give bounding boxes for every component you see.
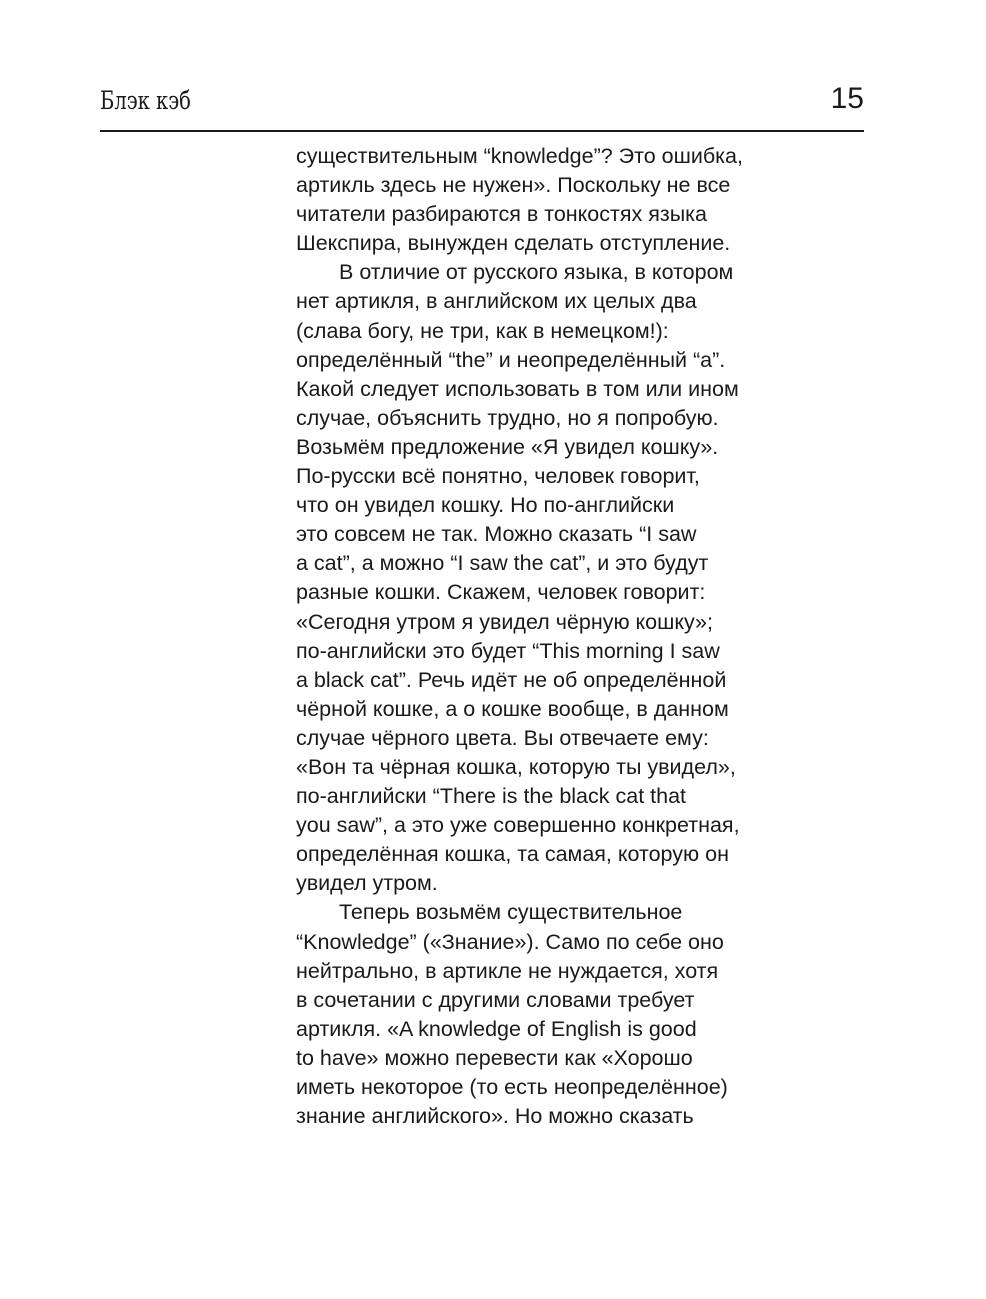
text-line: существительным “knowledge”? Это ошибка,	[296, 144, 743, 168]
text-line: нейтрально, в артикле не нуждается, хотя	[296, 958, 719, 983]
paragraph	[296, 898, 816, 1131]
text-line: to have» можно перевести как «Хорошо	[296, 1045, 693, 1070]
text-line: a black cat”. Речь идёт не об определённой	[296, 667, 727, 692]
paragraph	[296, 142, 816, 258]
running-head	[100, 82, 864, 122]
text-line: a cat”, а можно “I saw the cat”, и это будут	[296, 551, 709, 576]
page-number: 15	[830, 82, 864, 115]
text-line: «Сегодня утром я увидел чёрную кошку»;	[296, 609, 713, 634]
text-line: читатели разбираются в тонкостях языка	[296, 202, 708, 227]
text-line: артикля. «A knowledge of English is good	[296, 1016, 697, 1041]
header-rule	[100, 130, 864, 132]
body-text	[296, 142, 816, 1131]
text-line: you saw”, а это уже совершенно конкретная,	[296, 813, 740, 838]
text-line: по-английски это будет “This morning I saw	[296, 638, 720, 663]
text-line: это совсем не так. Можно сказать “I saw	[296, 522, 697, 547]
text-line: случае, объяснить трудно, но я попробую.	[296, 405, 719, 430]
text-line: Возьмём предложение «Я увидел кошку».	[296, 434, 719, 459]
text-line: определённая кошка, та самая, которую он	[296, 842, 729, 867]
running-head-title: Блэк кэб	[100, 86, 191, 115]
text-line: случае чёрного цвета. Вы отвечаете ему:	[296, 725, 709, 750]
text-line: (слава богу, не три, как в немецком!):	[296, 318, 669, 343]
paragraph	[296, 258, 816, 898]
text-line: увидел утром.	[296, 871, 438, 896]
text-line: Какой следует использовать в том или ином	[296, 376, 739, 401]
text-line: разные кошки. Скажем, человек говорит:	[296, 580, 706, 605]
text-line: В отличие от русского языка, в котором	[339, 260, 734, 285]
text-line: Теперь возьмём существительное	[339, 900, 683, 925]
text-line: «Вон та чёрная кошка, которую ты увидел»,	[296, 754, 736, 779]
text-line: “Knowledge” («Знание»). Само по себе оно	[296, 929, 724, 954]
text-line: чёрной кошке, а о кошке вообще, в данном	[296, 696, 729, 721]
text-line: артикль здесь не нужен». Поскольку не все	[296, 173, 731, 198]
text-line: в сочетании с другими словами требует	[296, 987, 695, 1012]
text-line: Шекспира, вынужден сделать отступление.	[296, 231, 731, 256]
text-line: знание английского». Но можно сказать	[296, 1104, 694, 1129]
text-line: что он увидел кошку. Но по-английски	[296, 493, 675, 518]
text-line: нет артикля, в английском их целых два	[296, 289, 697, 314]
text-line: по-английски “There is the black cat that	[296, 784, 687, 809]
text-line: определённый “the” и неопределённый “a”.	[296, 347, 726, 372]
text-line: По-русски всё понятно, человек говорит,	[296, 464, 700, 489]
text-line: иметь некоторое (то есть неопределённое)	[296, 1075, 728, 1099]
